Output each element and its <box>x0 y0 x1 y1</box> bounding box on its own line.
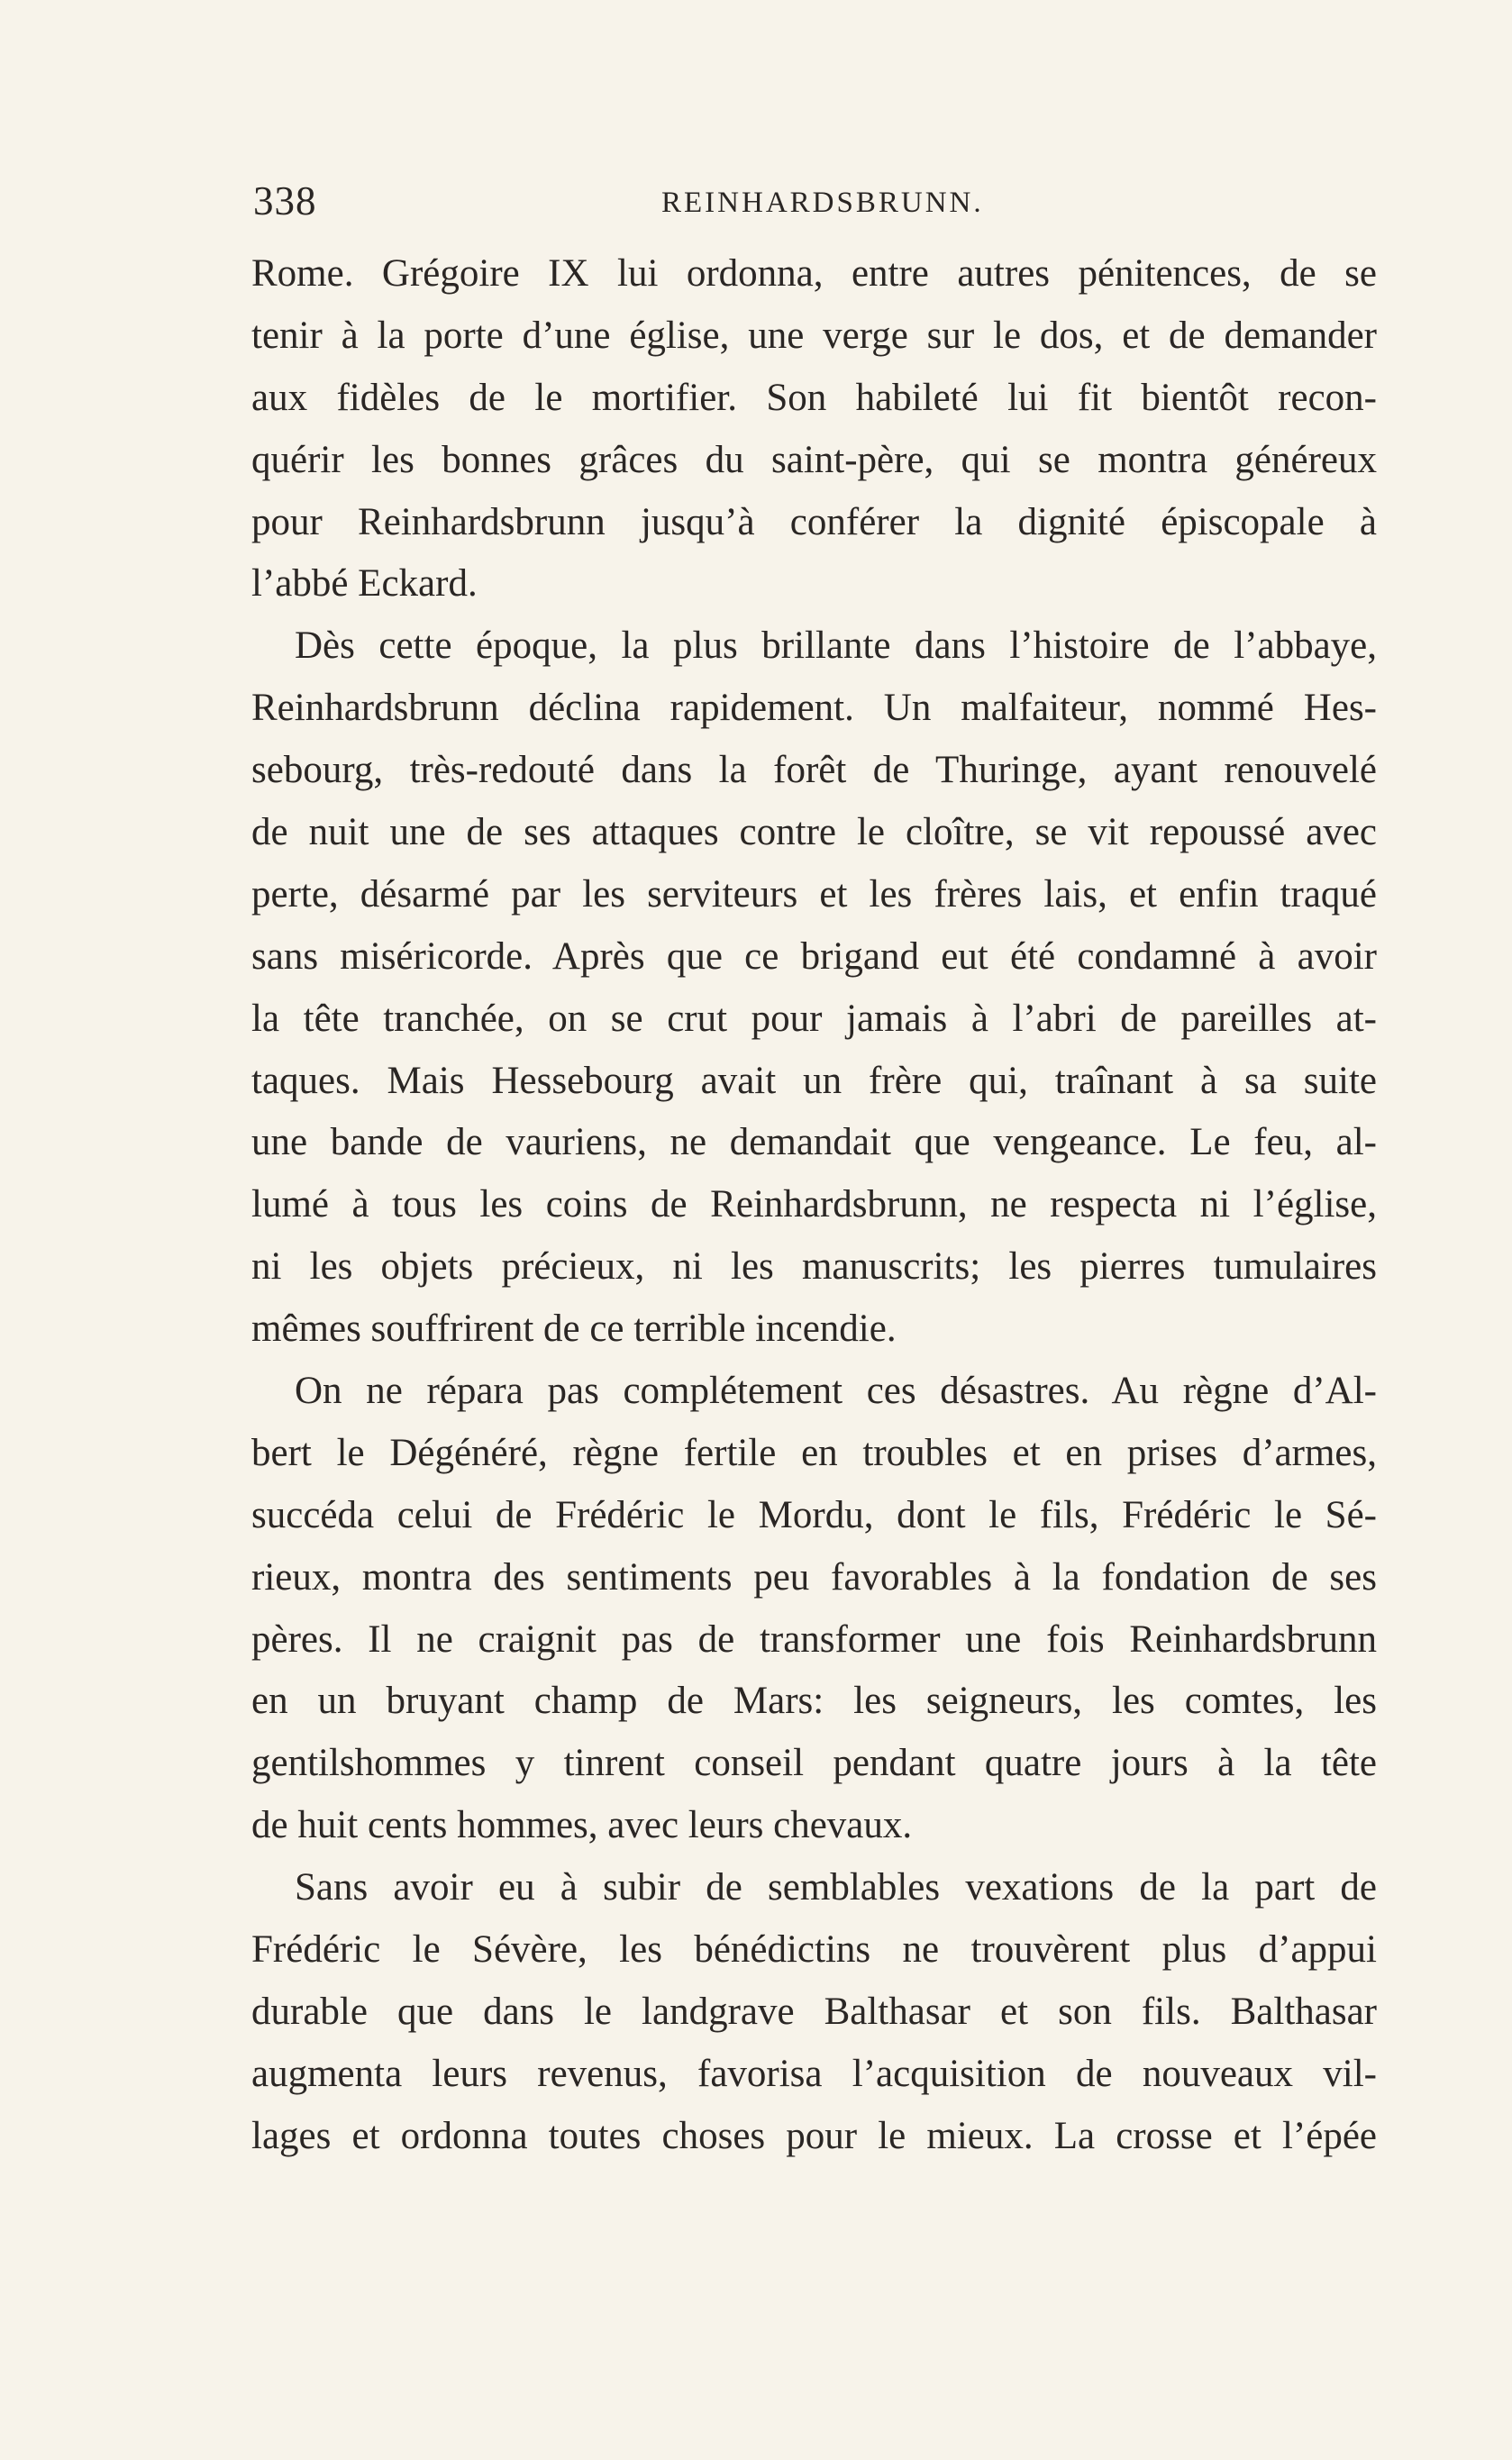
text-line: Dès cette époque, la plus brillante dans l’histoire de l’abbaye, <box>295 624 1377 668</box>
text-line: taques. Mais Hessebourg avait un frère qui, traînant à sa suite <box>251 1059 1377 1102</box>
running-title: REINHARDSBRUNN. <box>661 187 984 219</box>
text-line: Sans avoir eu à subir de semblables vexations de la part de <box>295 1866 1377 1909</box>
text-line: la tête tranchée, on se crut pour jamais à l’abri de pareilles at- <box>251 997 1377 1040</box>
paragraph-1 <box>251 243 1377 615</box>
text-line: gentilshommes y tinrent conseil pendant quatre jours à la tête <box>251 1742 1377 1785</box>
text-line: de huit cents hommes, avec leurs chevaux. <box>251 1804 913 1847</box>
text-line: mêmes souffrirent de ce terrible incendie. <box>251 1307 897 1351</box>
paragraph-3 <box>251 1361 1377 1857</box>
text-line: aux fidèles de le mortifier. Son habileté lui fit bientôt recon- <box>251 376 1377 419</box>
text-line: quérir les bonnes grâces du saint-père, qui se montra généreux <box>251 438 1377 481</box>
text-line: succéda celui de Frédéric le Mordu, dont le fils, Frédéric le Sé- <box>251 1493 1377 1536</box>
text-line: lages et ordonna toutes choses pour le mieux. La crosse et l’épée <box>251 2114 1377 2157</box>
text-line: durable que dans le landgrave Balthasar et son fils. Balthasar <box>251 1990 1377 2033</box>
paragraph-4 <box>251 1857 1377 2167</box>
text-line: pour Reinhardsbrunn jusqu’à conférer la dignité épiscopale à <box>251 500 1377 543</box>
text-line: l’abbé Eckard. <box>251 562 478 606</box>
text-line: ni les objets précieux, ni les manuscrits; les pierres tumulaires <box>251 1245 1377 1289</box>
text-line: Rome. Grégoire IX lui ordonna, entre autres pénitences, de se <box>251 252 1377 295</box>
text-line: lumé à tous les coins de Reinhardsbrunn, ne respecta ni l’église, <box>251 1183 1377 1226</box>
text-line: sans miséricorde. Après que ce brigand eut été condamné à avoir <box>251 934 1377 978</box>
text-line: de nuit une de ses attaques contre le cloître, se vit repoussé avec <box>251 811 1377 854</box>
text-line: sebourg, très-redouté dans la forêt de Thuringe, ayant renouvelé <box>251 749 1377 792</box>
text-line: en un bruyant champ de Mars: les seigneurs, les comtes, les <box>251 1680 1377 1723</box>
running-head <box>253 174 1377 228</box>
text-line: Reinhardsbrunn déclina rapidement. Un malfaiteur, nommé Hes- <box>251 687 1377 730</box>
text-line: tenir à la porte d’une église, une verge sur le dos, et de demander <box>251 314 1377 357</box>
text-line: On ne répara pas complétement ces désastres. Au règne d’Al- <box>295 1370 1377 1413</box>
text-line: pères. Il ne craignit pas de transformer une fois Reinhardsbrunn <box>251 1617 1377 1661</box>
text-line: Frédéric le Sévère, les bénédictins ne trouvèrent plus d’appui <box>251 1928 1377 1972</box>
body-text <box>251 243 1377 2168</box>
text-line: augmenta leurs revenus, favorisa l’acquisition de nouveaux vil- <box>251 2052 1377 2095</box>
text-line: bert le Dégénéré, règne fertile en troubles et en prises d’armes, <box>251 1431 1377 1474</box>
paragraph-2 <box>251 615 1377 1361</box>
text-line: rieux, montra des sentiments peu favorables à la fondation de ses <box>251 1555 1377 1599</box>
text-line: perte, désarmé par les serviteurs et les frères lais, et enfin traqué <box>251 872 1377 916</box>
text-line: une bande de vauriens, ne demandait que vengeance. Le feu, al- <box>251 1121 1377 1164</box>
page-number: 338 <box>253 178 317 223</box>
